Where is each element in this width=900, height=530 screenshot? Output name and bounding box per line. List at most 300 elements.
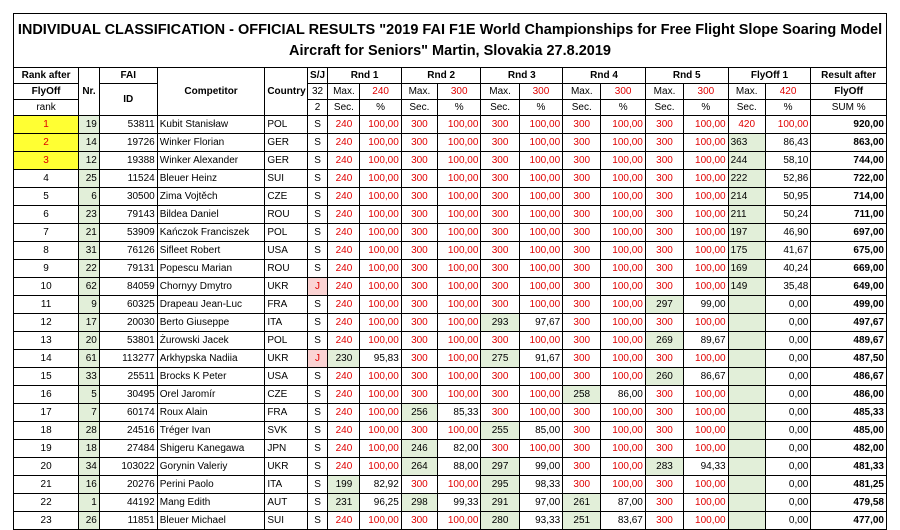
competitor-cell: Kubit Stanisław — [157, 116, 265, 134]
rnd5-pct-cell: 100,00 — [684, 260, 728, 278]
rank-cell: 8 — [14, 242, 79, 260]
rnd1-sec-cell: 240 — [328, 242, 360, 260]
document-title — [13, 13, 887, 67]
rnd3-sec-cell: 300 — [481, 386, 519, 404]
table-row — [14, 386, 887, 404]
nr-cell: 20 — [79, 332, 100, 350]
rnd5-pct-cell: 100,00 — [684, 314, 728, 332]
rnd4-sec-cell: 300 — [563, 224, 601, 242]
nr-cell: 19 — [79, 116, 100, 134]
competitor-cell: Drapeau Jean-Luc — [157, 296, 265, 314]
competitor-cell: Winker Alexander — [157, 152, 265, 170]
rnd2-pct-cell: 100,00 — [438, 188, 481, 206]
flyoff-pct-cell: 41,67 — [765, 242, 811, 260]
rank-cell: 19 — [14, 440, 79, 458]
rnd4-sec-cell: 300 — [563, 458, 601, 476]
competitor-cell: Mang Edith — [157, 494, 265, 512]
competitor-cell: Żurowski Jacek — [157, 332, 265, 350]
nr-cell: 9 — [79, 296, 100, 314]
rnd5-sec-cell: 300 — [645, 494, 683, 512]
rnd5-pct-cell: 100,00 — [684, 206, 728, 224]
sj-cell: S — [307, 296, 328, 314]
sum-cell: 697,00 — [811, 224, 887, 242]
flyoff-pct-cell: 0,00 — [765, 332, 811, 350]
flyoff-sec-cell — [728, 386, 765, 404]
rnd5-sec-cell: 300 — [645, 314, 683, 332]
rnd1-pct-cell: 100,00 — [360, 260, 401, 278]
country-cell: ITA — [265, 314, 307, 332]
rnd3-sec-cell: 275 — [481, 350, 519, 368]
competitor-cell: Roux Alain — [157, 404, 265, 422]
max-label: Max. — [481, 84, 519, 100]
country-cell: ROU — [265, 260, 307, 278]
fai-id-cell: 20030 — [99, 314, 157, 332]
fai-id-cell: 60174 — [99, 404, 157, 422]
competitor-cell: Kańczok Franciszek — [157, 224, 265, 242]
rnd5-sec-cell: 300 — [645, 170, 683, 188]
flyoff-sec-cell: 211 — [728, 206, 765, 224]
sj-cell: S — [307, 440, 328, 458]
table-row — [14, 494, 887, 512]
rnd2-sec-cell: 300 — [401, 296, 437, 314]
rnd1-pct-cell: 100,00 — [360, 512, 401, 530]
rnd1-pct-cell: 100,00 — [360, 332, 401, 350]
rnd4-sec-cell: 251 — [563, 512, 601, 530]
table-row — [14, 260, 887, 278]
competitor-cell: Perini Paolo — [157, 476, 265, 494]
rnd1-pct-cell: 96,25 — [360, 494, 401, 512]
max-label: Max. — [728, 84, 765, 100]
header-row-2 — [14, 84, 887, 100]
rnd3-pct-cell: 100,00 — [519, 260, 562, 278]
sj-cell: S — [307, 224, 328, 242]
flyoff-pct-cell: 0,00 — [765, 368, 811, 386]
rnd2-pct-cell: 100,00 — [438, 422, 481, 440]
rnd2-pct-cell: 100,00 — [438, 224, 481, 242]
fai-id-cell: 11851 — [99, 512, 157, 530]
sj-cell: S — [307, 386, 328, 404]
flyoff-pct-cell: 58,10 — [765, 152, 811, 170]
fai-id-cell: 44192 — [99, 494, 157, 512]
sj-cell: S — [307, 242, 328, 260]
rnd3-pct-cell: 98,33 — [519, 476, 562, 494]
rnd1-pct-cell: 100,00 — [360, 314, 401, 332]
rank-cell: 5 — [14, 188, 79, 206]
sum-cell: 497,67 — [811, 314, 887, 332]
rnd2-sec-cell: 264 — [401, 458, 437, 476]
nr-cell: 26 — [79, 512, 100, 530]
rnd4-pct-cell: 100,00 — [601, 134, 645, 152]
rnd1-sec-cell: 240 — [328, 296, 360, 314]
rank-cell: 9 — [14, 260, 79, 278]
competitor-cell: Bleuer Heinz — [157, 170, 265, 188]
nr-cell: 22 — [79, 260, 100, 278]
rnd3-sec-cell: 300 — [481, 296, 519, 314]
rnd4-sec-cell: 300 — [563, 116, 601, 134]
rnd5-pct-cell: 100,00 — [684, 116, 728, 134]
rank-cell: 10 — [14, 278, 79, 296]
sum-cell: 487,50 — [811, 350, 887, 368]
rnd5-pct-cell: 100,00 — [684, 170, 728, 188]
rnd4-pct-cell: 100,00 — [601, 242, 645, 260]
rank-cell: 2 — [14, 134, 79, 152]
sum-cell: 499,00 — [811, 296, 887, 314]
rnd3-sec-cell: 300 — [481, 152, 519, 170]
flyoff-pct-cell: 0,00 — [765, 494, 811, 512]
rnd4-pct-cell: 100,00 — [601, 188, 645, 206]
competitor-cell: Tréger Ivan — [157, 422, 265, 440]
rnd5-sec-cell: 297 — [645, 296, 683, 314]
max-value: 240 — [360, 84, 401, 100]
flyoff-pct-cell: 0,00 — [765, 476, 811, 494]
sj-cell: S — [307, 314, 328, 332]
rnd1-pct-cell: 100,00 — [360, 404, 401, 422]
rnd3-sec-cell: 300 — [481, 116, 519, 134]
rank-cell: 3 — [14, 152, 79, 170]
table-row — [14, 368, 887, 386]
max-value: 300 — [684, 84, 728, 100]
sum-cell: 714,00 — [811, 188, 887, 206]
rnd4-sec-cell: 300 — [563, 278, 601, 296]
nr-cell: 12 — [79, 152, 100, 170]
sj-cell: S — [307, 332, 328, 350]
rnd5-sec-cell: 300 — [645, 422, 683, 440]
flyoff-pct-cell: 86,43 — [765, 134, 811, 152]
rnd1-pct-cell: 100,00 — [360, 170, 401, 188]
rnd4-pct-cell: 100,00 — [601, 350, 645, 368]
rnd3-sec-cell: 300 — [481, 260, 519, 278]
nr-cell: 34 — [79, 458, 100, 476]
table-row — [14, 440, 887, 458]
sj-cell: S — [307, 422, 328, 440]
nr-cell: 6 — [79, 188, 100, 206]
flyoff-pct-cell: 0,00 — [765, 314, 811, 332]
table-row — [14, 170, 887, 188]
nr-cell: 7 — [79, 404, 100, 422]
flyoff-pct-cell: 100,00 — [765, 116, 811, 134]
country-cell: UKR — [265, 458, 307, 476]
country-cell: SVK — [265, 422, 307, 440]
rnd5-sec-cell: 300 — [645, 404, 683, 422]
competitor-cell: Sifleet Robert — [157, 242, 265, 260]
table-row — [14, 116, 887, 134]
rnd4-pct-cell: 100,00 — [601, 404, 645, 422]
fai-id-cell: 19388 — [99, 152, 157, 170]
rnd2-pct-cell: 100,00 — [438, 350, 481, 368]
rnd1-sec-cell: 240 — [328, 440, 360, 458]
sj-subheader: 2 — [307, 100, 328, 116]
sj-cell: J — [307, 278, 328, 296]
rnd1-pct-cell: 100,00 — [360, 440, 401, 458]
rnd3-pct-cell: 100,00 — [519, 440, 562, 458]
rnd5-pct-cell: 100,00 — [684, 188, 728, 206]
rank-cell: 4 — [14, 170, 79, 188]
rnd4-pct-cell: 100,00 — [601, 170, 645, 188]
nr-cell: 1 — [79, 494, 100, 512]
fai-id-cell: 53909 — [99, 224, 157, 242]
rnd2-pct-cell: 100,00 — [438, 134, 481, 152]
flyoff-pct-cell: 0,00 — [765, 386, 811, 404]
flyoff-sec-cell: 169 — [728, 260, 765, 278]
rnd2-sec-cell: 300 — [401, 512, 437, 530]
nr-header: Nr. — [79, 68, 100, 116]
rnd1-pct-cell: 100,00 — [360, 188, 401, 206]
rnd1-pct-cell: 100,00 — [360, 422, 401, 440]
rnd1-header: Rnd 1 — [328, 68, 401, 84]
fai-id-cell: 113277 — [99, 350, 157, 368]
table-row — [14, 242, 887, 260]
nr-cell: 25 — [79, 170, 100, 188]
rnd5-pct-cell: 100,00 — [684, 350, 728, 368]
rnd1-sec-cell: 240 — [328, 332, 360, 350]
rnd3-sec-cell: 300 — [481, 242, 519, 260]
rnd4-pct-cell: 100,00 — [601, 260, 645, 278]
nr-cell: 62 — [79, 278, 100, 296]
rnd4-pct-cell: 86,00 — [601, 386, 645, 404]
sum-label: SUM % — [811, 100, 887, 116]
rnd1-sec-cell: 240 — [328, 170, 360, 188]
rnd1-pct-cell: 100,00 — [360, 134, 401, 152]
rnd1-sec-cell: 240 — [328, 314, 360, 332]
rnd2-sec-cell: 300 — [401, 350, 437, 368]
rnd2-pct-cell: 99,33 — [438, 494, 481, 512]
rnd1-pct-cell: 100,00 — [360, 206, 401, 224]
rnd4-pct-cell: 100,00 — [601, 206, 645, 224]
rnd5-pct-cell: 100,00 — [684, 242, 728, 260]
rnd3-sec-cell: 300 — [481, 188, 519, 206]
rnd5-pct-cell: 100,00 — [684, 422, 728, 440]
nr-cell: 31 — [79, 242, 100, 260]
rnd2-pct-cell: 100,00 — [438, 278, 481, 296]
pct-label: % — [765, 100, 811, 116]
rnd3-pct-cell: 100,00 — [519, 278, 562, 296]
sec-label: Sec. — [563, 100, 601, 116]
rank-cell: 14 — [14, 350, 79, 368]
rank-header-2: FlyOff — [14, 84, 79, 100]
flyoff-pct-cell: 46,90 — [765, 224, 811, 242]
fai-id-cell: 103022 — [99, 458, 157, 476]
sum-cell: 489,67 — [811, 332, 887, 350]
rnd2-sec-cell: 298 — [401, 494, 437, 512]
rnd2-pct-cell: 100,00 — [438, 314, 481, 332]
table-row — [14, 512, 887, 530]
rnd5-pct-cell: 99,00 — [684, 296, 728, 314]
sj-cell: S — [307, 512, 328, 530]
flyoff-sec-cell — [728, 512, 765, 530]
fai-id-cell: 84059 — [99, 278, 157, 296]
rnd4-sec-cell: 300 — [563, 332, 601, 350]
rnd4-pct-cell: 100,00 — [601, 422, 645, 440]
rnd4-sec-cell: 300 — [563, 476, 601, 494]
table-row — [14, 134, 887, 152]
rnd5-pct-cell: 89,67 — [684, 332, 728, 350]
rnd5-sec-cell: 300 — [645, 134, 683, 152]
sum-cell: 477,00 — [811, 512, 887, 530]
flyoff-pct-cell: 40,24 — [765, 260, 811, 278]
rnd3-sec-cell: 300 — [481, 206, 519, 224]
rnd4-pct-cell: 100,00 — [601, 224, 645, 242]
pct-label: % — [519, 100, 562, 116]
rnd3-pct-cell: 97,00 — [519, 494, 562, 512]
rnd2-sec-cell: 300 — [401, 206, 437, 224]
pct-label: % — [684, 100, 728, 116]
rnd2-sec-cell: 300 — [401, 188, 437, 206]
flyoff-sec-cell: 214 — [728, 188, 765, 206]
country-cell: GER — [265, 134, 307, 152]
country-cell: SUI — [265, 512, 307, 530]
sum-cell: 485,00 — [811, 422, 887, 440]
sum-cell: 486,00 — [811, 386, 887, 404]
table-row — [14, 422, 887, 440]
nr-cell: 23 — [79, 206, 100, 224]
rnd2-pct-cell: 100,00 — [438, 260, 481, 278]
rnd4-sec-cell: 300 — [563, 296, 601, 314]
table-row — [14, 332, 887, 350]
sum-cell: 863,00 — [811, 134, 887, 152]
rnd3-pct-cell: 100,00 — [519, 296, 562, 314]
rnd3-pct-cell: 100,00 — [519, 368, 562, 386]
rnd3-pct-cell: 100,00 — [519, 188, 562, 206]
result-header: Result after — [811, 68, 887, 84]
max-value: 300 — [519, 84, 562, 100]
sec-label: Sec. — [728, 100, 765, 116]
competitor-cell: Popescu Marian — [157, 260, 265, 278]
rnd4-pct-cell: 87,00 — [601, 494, 645, 512]
rnd2-sec-cell: 300 — [401, 386, 437, 404]
rnd2-sec-cell: 300 — [401, 116, 437, 134]
sec-label: Sec. — [645, 100, 683, 116]
nr-cell: 18 — [79, 440, 100, 458]
country-cell: AUT — [265, 494, 307, 512]
sj-cell: S — [307, 134, 328, 152]
rnd4-header: Rnd 4 — [563, 68, 646, 84]
rnd4-sec-cell: 300 — [563, 368, 601, 386]
competitor-cell: Bildea Daniel — [157, 206, 265, 224]
rnd4-pct-cell: 100,00 — [601, 296, 645, 314]
fai-id-cell: 53811 — [99, 116, 157, 134]
flyoff-sec-cell — [728, 332, 765, 350]
rnd1-sec-cell: 240 — [328, 224, 360, 242]
rnd2-sec-cell: 256 — [401, 404, 437, 422]
pct-label: % — [601, 100, 645, 116]
fai-id-cell: 11524 — [99, 170, 157, 188]
rnd2-pct-cell: 100,00 — [438, 512, 481, 530]
fai-id-cell: 53801 — [99, 332, 157, 350]
rnd4-pct-cell: 100,00 — [601, 116, 645, 134]
table-row — [14, 206, 887, 224]
flyoff-pct-cell: 0,00 — [765, 422, 811, 440]
rnd5-sec-cell: 300 — [645, 116, 683, 134]
rnd1-pct-cell: 100,00 — [360, 386, 401, 404]
sum-cell: 744,00 — [811, 152, 887, 170]
sj-cell: S — [307, 206, 328, 224]
rnd1-sec-cell: 240 — [328, 116, 360, 134]
sj-cell: S — [307, 188, 328, 206]
rnd1-pct-cell: 100,00 — [360, 296, 401, 314]
sum-cell: 485,33 — [811, 404, 887, 422]
rnd5-pct-cell: 94,33 — [684, 458, 728, 476]
rnd3-pct-cell: 100,00 — [519, 224, 562, 242]
rnd2-sec-cell: 246 — [401, 440, 437, 458]
competitor-cell: Orel Jaromír — [157, 386, 265, 404]
rnd5-pct-cell: 100,00 — [684, 386, 728, 404]
nr-cell: 28 — [79, 422, 100, 440]
sj-header: S/J — [307, 68, 328, 84]
rnd1-sec-cell: 199 — [328, 476, 360, 494]
rnd4-sec-cell: 300 — [563, 134, 601, 152]
rnd1-sec-cell: 240 — [328, 368, 360, 386]
country-cell: CZE — [265, 386, 307, 404]
rnd5-sec-cell: 300 — [645, 476, 683, 494]
competitor-cell: Gorynin Valeriy — [157, 458, 265, 476]
rnd4-pct-cell: 83,67 — [601, 512, 645, 530]
table-row — [14, 476, 887, 494]
rnd3-sec-cell: 300 — [481, 440, 519, 458]
rank-cell: 15 — [14, 368, 79, 386]
rnd2-sec-cell: 300 — [401, 332, 437, 350]
rnd3-pct-cell: 91,67 — [519, 350, 562, 368]
rnd1-pct-cell: 100,00 — [360, 242, 401, 260]
sum-cell: 711,00 — [811, 206, 887, 224]
rnd3-pct-cell: 100,00 — [519, 242, 562, 260]
rnd3-pct-cell: 97,67 — [519, 314, 562, 332]
table-row — [14, 188, 887, 206]
sj-cell: S — [307, 476, 328, 494]
rank-cell: 18 — [14, 422, 79, 440]
rnd2-sec-cell: 300 — [401, 224, 437, 242]
rnd1-sec-cell: 240 — [328, 278, 360, 296]
rnd3-pct-cell: 100,00 — [519, 332, 562, 350]
rnd3-sec-cell: 300 — [481, 170, 519, 188]
flyoff-sec-cell — [728, 494, 765, 512]
flyoff-sec-cell: 420 — [728, 116, 765, 134]
max-value: 300 — [438, 84, 481, 100]
rnd3-sec-cell: 300 — [481, 224, 519, 242]
flyoff-sec-cell — [728, 314, 765, 332]
fai-id-cell: 25511 — [99, 368, 157, 386]
rank-cell: 7 — [14, 224, 79, 242]
rnd2-pct-cell: 100,00 — [438, 206, 481, 224]
rnd4-sec-cell: 300 — [563, 422, 601, 440]
result-header-2: FlyOff — [811, 84, 887, 100]
fai-id-cell: 79131 — [99, 260, 157, 278]
sec-label: Sec. — [401, 100, 437, 116]
rnd5-pct-cell: 100,00 — [684, 224, 728, 242]
sum-cell: 482,00 — [811, 440, 887, 458]
flyoff-pct-cell: 0,00 — [765, 296, 811, 314]
fai-id-cell: 76126 — [99, 242, 157, 260]
rnd2-sec-cell: 300 — [401, 170, 437, 188]
rnd5-sec-cell: 283 — [645, 458, 683, 476]
nr-cell: 21 — [79, 224, 100, 242]
rnd2-pct-cell: 100,00 — [438, 296, 481, 314]
competitor-cell: Arkhypska Nadiia — [157, 350, 265, 368]
sj-cell: S — [307, 260, 328, 278]
table-row — [14, 152, 887, 170]
rnd1-pct-cell: 100,00 — [360, 368, 401, 386]
rnd5-pct-cell: 100,00 — [684, 440, 728, 458]
rnd2-pct-cell: 100,00 — [438, 152, 481, 170]
flyoff-sec-cell — [728, 458, 765, 476]
rnd1-sec-cell: 240 — [328, 404, 360, 422]
rnd5-pct-cell: 100,00 — [684, 494, 728, 512]
table-row — [14, 458, 887, 476]
sj-cell: S — [307, 494, 328, 512]
rnd5-pct-cell: 100,00 — [684, 404, 728, 422]
competitor-cell: Winker Florian — [157, 134, 265, 152]
rnd2-sec-cell: 300 — [401, 242, 437, 260]
flyoff-sec-cell: 149 — [728, 278, 765, 296]
